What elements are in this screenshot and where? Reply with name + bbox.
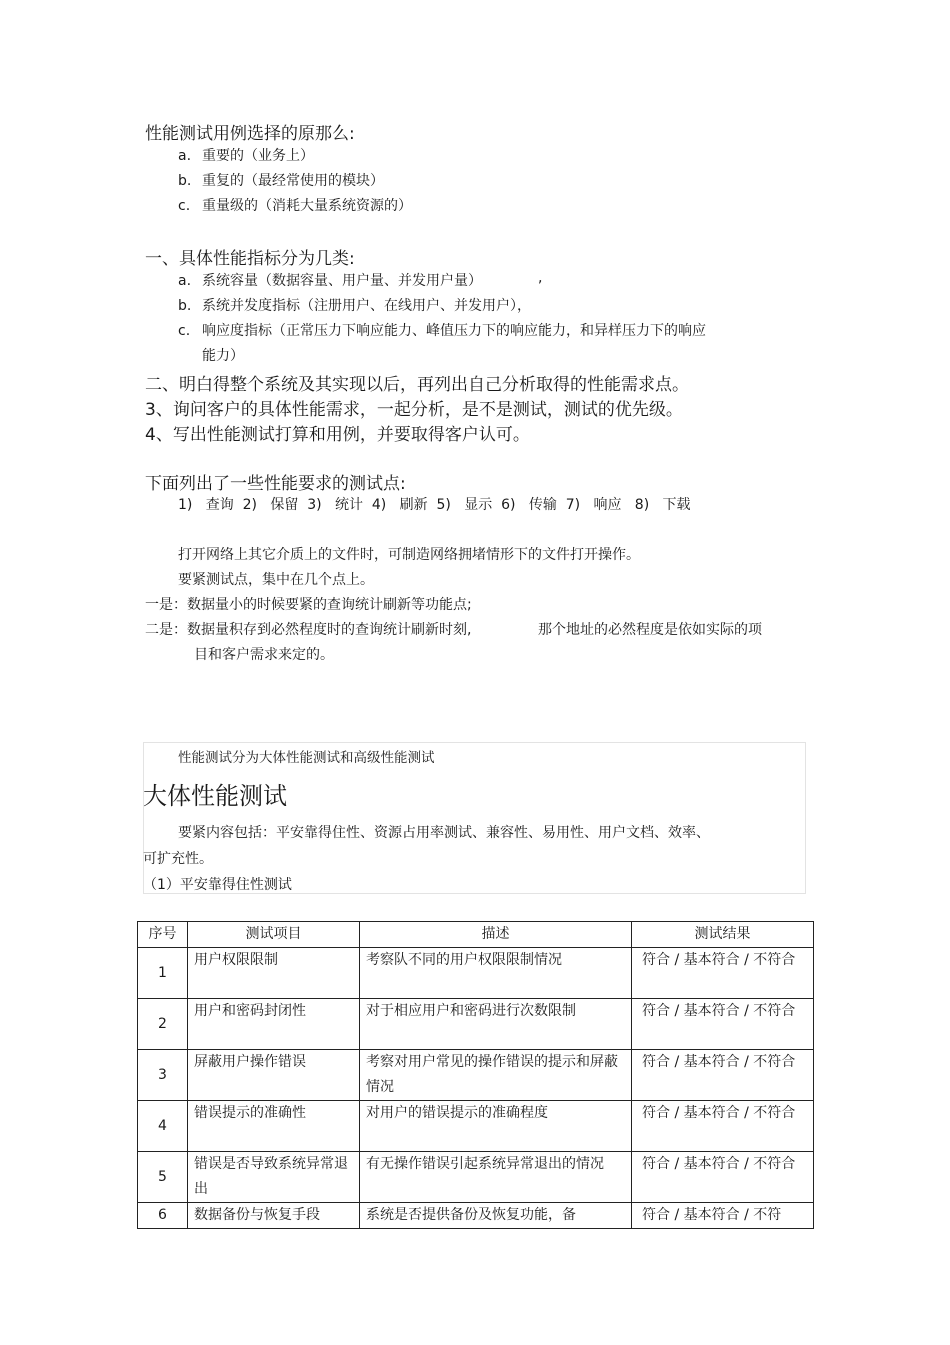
list-item xyxy=(178,170,384,190)
table-row xyxy=(138,1050,814,1101)
col-header-no: 序号 xyxy=(138,922,188,948)
principles-title: 性能测试用例选择的原那么: xyxy=(145,124,355,144)
cell-desc: 考察队不同的用户权限限制情况 xyxy=(360,948,632,999)
list-marker: b. xyxy=(178,298,192,314)
list-item xyxy=(178,320,706,340)
list-item xyxy=(178,295,531,315)
list-item-text: 系统并发度指标（注册用户、在线用户、并发用户）， xyxy=(202,298,531,314)
col-header-desc: 描述 xyxy=(360,922,632,948)
cell-item: 屏蔽用户操作错误 xyxy=(188,1050,360,1101)
cell-desc: 对于相应用户和密码进行次数限制 xyxy=(360,999,632,1050)
table-row xyxy=(138,999,814,1050)
box-intro: 性能测试分为大体性能测试和高级性能测试 xyxy=(178,750,435,766)
list-item-text: 响应度指标（正常压力下响应能力、峰值压力下的响应能力，和异样压力下的响应 xyxy=(202,323,706,339)
paragraph-point-two: 二是：数据量积存到必然程度时的查询统计刷新时刻, xyxy=(145,622,472,638)
list-marker: c. xyxy=(178,198,191,214)
cell-item: 错误提示的准确性 xyxy=(188,1101,360,1152)
paragraph-point-one: 一是：数据量小的时候要紧的查询统计刷新等功能点; xyxy=(145,597,472,613)
step-four: 4、写出性能测试打算和用例，并要取得客户认可。 xyxy=(145,425,530,445)
box-subheading: （1）平安靠得住性测试 xyxy=(143,877,292,893)
paragraph-point-two-cont: 目和客户需求来定的。 xyxy=(194,647,334,663)
col-header-item: 测试项目 xyxy=(188,922,360,948)
table-row xyxy=(138,1203,814,1229)
cell-desc: 对用户的错误提示的准确程度 xyxy=(360,1101,632,1152)
list-item xyxy=(178,195,412,215)
cell-item: 用户和密码封闭性 xyxy=(188,999,360,1050)
list-marker: a. xyxy=(178,273,192,289)
paragraph-file-open: 打开网络上其它介质上的文件时，可制造网络拥堵情形下的文件打开操作。 xyxy=(178,547,640,563)
cell-no: 3 xyxy=(138,1050,188,1101)
table-row xyxy=(138,948,814,999)
cell-no: 1 xyxy=(138,948,188,999)
cell-result: 符合 / 基本符合 / 不符合 xyxy=(632,1050,814,1101)
cell-result: 符合 / 基本符合 / 不符合 xyxy=(632,1152,814,1203)
cell-result: 符合 / 基本符合 / 不符 xyxy=(632,1203,814,1229)
table-row xyxy=(138,1101,814,1152)
paragraph-key-points: 要紧测试点，集中在几个点上。 xyxy=(178,572,374,588)
step-three: 3、询问客户的具体性能需求，一起分析，是不是测试，测试的优先级。 xyxy=(145,400,683,420)
cell-item: 用户权限限制 xyxy=(188,948,360,999)
paragraph-point-two-tail: 那个地址的必然程度是依如实际的项 xyxy=(538,622,762,638)
list-item-text: 重要的（业务上） xyxy=(202,148,314,164)
security-test-table xyxy=(137,921,814,1229)
col-header-result: 测试结果 xyxy=(632,922,814,948)
list-marker: c. xyxy=(178,323,191,339)
cell-result: 符合 / 基本符合 / 不符合 xyxy=(632,1101,814,1152)
test-points-list: 1) 查询 2) 保留 3) 统计 4) 刷新 5) 显示 6) 传输 7) 响应 8) 下载 xyxy=(178,497,691,513)
list-item xyxy=(178,270,482,290)
section-one-title: 一、具体性能指标分为几类: xyxy=(145,249,355,269)
list-item-suffix: , xyxy=(538,270,543,286)
list-item-text: 重量级的（消耗大量系统资源的） xyxy=(202,198,412,214)
cell-no: 4 xyxy=(138,1101,188,1152)
box-content-cont: 可扩充性。 xyxy=(143,851,213,867)
cell-result: 符合 / 基本符合 / 不符合 xyxy=(632,948,814,999)
box-content: 要紧内容包括：平安靠得住性、资源占用率测试、兼容性、易用性、用户文档、效率、 xyxy=(178,825,710,841)
test-points-title: 下面列出了一些性能要求的测试点: xyxy=(145,474,406,494)
step-two: 二、明白得整个系统及其实现以后，再列出自己分析取得的性能需求点。 xyxy=(145,375,689,395)
list-item-text: 系统容量（数据容量、用户量、并发用户量） xyxy=(202,273,482,289)
cell-desc: 有无操作错误引起系统异常退出的情况 xyxy=(360,1152,632,1203)
list-item-text: 重复的（最经常使用的模块） xyxy=(202,173,384,189)
cell-no: 2 xyxy=(138,999,188,1050)
list-item-continuation: 能力） xyxy=(202,348,244,364)
cell-no: 5 xyxy=(138,1152,188,1203)
list-marker: a. xyxy=(178,148,192,164)
table-header-row xyxy=(138,922,814,948)
cell-result: 符合 / 基本符合 / 不符合 xyxy=(632,999,814,1050)
cell-item: 数据备份与恢复手段 xyxy=(188,1203,360,1229)
list-marker: b. xyxy=(178,173,192,189)
cell-desc: 系统是否提供备份及恢复功能，备 xyxy=(360,1203,632,1229)
table-row xyxy=(138,1152,814,1203)
cell-no: 6 xyxy=(138,1203,188,1229)
list-item xyxy=(178,145,314,165)
cell-desc: 考察对用户常见的操作错误的提示和屏蔽情况 xyxy=(360,1050,632,1101)
box-heading: 大体性能测试 xyxy=(143,782,287,810)
cell-item: 错误是否导致系统异常退出 xyxy=(188,1152,360,1203)
